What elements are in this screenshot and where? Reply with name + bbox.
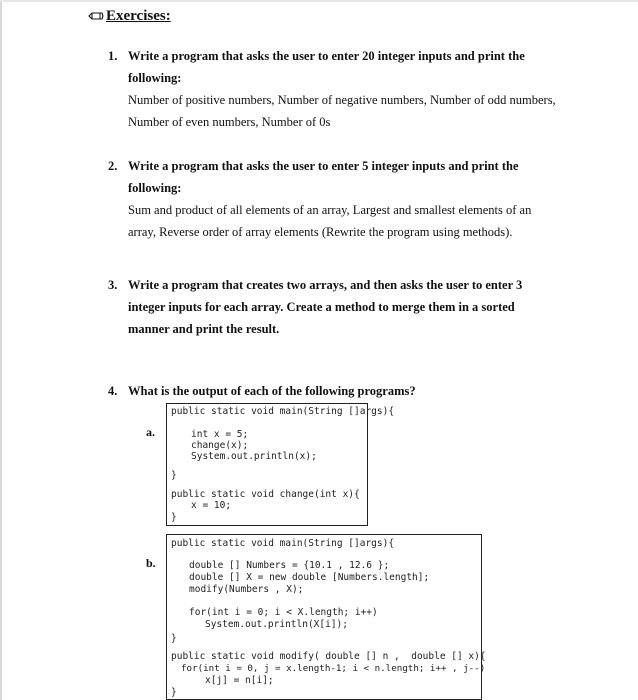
pencil-icon bbox=[88, 9, 104, 25]
code-line: modify(Numbers , X); bbox=[189, 584, 304, 595]
question-prompt: Write a program that asks the user to enter 5 integer inputs and print the bbox=[128, 159, 519, 173]
code-line: } bbox=[171, 512, 177, 523]
question-number: 1. bbox=[108, 49, 118, 63]
question-number: 4. bbox=[108, 384, 118, 398]
question-prompt: What is the output of each of the following programs? bbox=[128, 384, 416, 398]
program-b-code bbox=[166, 534, 486, 700]
code-line: } bbox=[171, 633, 177, 644]
question-prompt: integer inputs for each array. Create a method to merge them in a sorted bbox=[128, 300, 515, 314]
code-line: change(x); bbox=[191, 440, 249, 451]
code-line: } bbox=[171, 687, 177, 698]
code-line: public static void change(int x){ bbox=[171, 489, 360, 500]
question-number: 3. bbox=[108, 278, 118, 292]
page-edge-left bbox=[0, 0, 2, 700]
code-line: for(int i = 0, j = x.length-1; i < n.length; i++ , j--) bbox=[181, 663, 486, 674]
question-prompt: manner and print the result. bbox=[128, 322, 280, 336]
code-line: System.out.println(X[i]); bbox=[205, 619, 348, 630]
program-a-label: a. bbox=[146, 425, 155, 439]
question-detail: Number of positive numbers, Number of negative numbers, Number of odd numbers, bbox=[128, 93, 556, 107]
page-edge-top bbox=[0, 0, 638, 2]
code-line: for(int i = 0; i < X.length; i++) bbox=[189, 607, 378, 618]
heading-text: Exercises: bbox=[106, 8, 171, 24]
question-prompt: Write a program that asks the user to enter 20 integer inputs and print the bbox=[128, 49, 525, 63]
code-line: System.out.println(x); bbox=[191, 451, 317, 462]
code-line: x[j] = n[i]; bbox=[205, 675, 274, 686]
question-detail: Sum and product of all elements of an array, Largest and smallest elements of an bbox=[128, 203, 532, 217]
exercises-heading bbox=[88, 8, 171, 25]
program-a-code bbox=[166, 403, 395, 526]
program-b-label: b. bbox=[146, 556, 156, 570]
code-line: double [] X = new double [Numbers.length]; bbox=[189, 572, 430, 583]
question-prompt: following: bbox=[128, 71, 182, 85]
question-prompt: following: bbox=[128, 181, 182, 195]
code-line: } bbox=[171, 470, 177, 481]
question-detail: array, Reverse order of array elements (Rewrite the program using methods). bbox=[128, 225, 513, 239]
code-line: int x = 5; bbox=[191, 429, 249, 440]
question-prompt: Write a program that creates two arrays, and then asks the user to enter 3 bbox=[128, 278, 523, 292]
code-line: public static void main(String []args){ bbox=[171, 538, 395, 549]
code-line: double [] Numbers = {10.1 , 12.6 }; bbox=[189, 560, 390, 571]
question-detail: Number of even numbers, Number of 0s bbox=[128, 115, 331, 129]
code-line: public static void modify( double [] n , double [] x){ bbox=[171, 651, 486, 662]
question-number: 2. bbox=[108, 159, 118, 173]
code-line: x = 10; bbox=[191, 500, 232, 511]
code-line: public static void main(String []args){ bbox=[171, 406, 395, 417]
